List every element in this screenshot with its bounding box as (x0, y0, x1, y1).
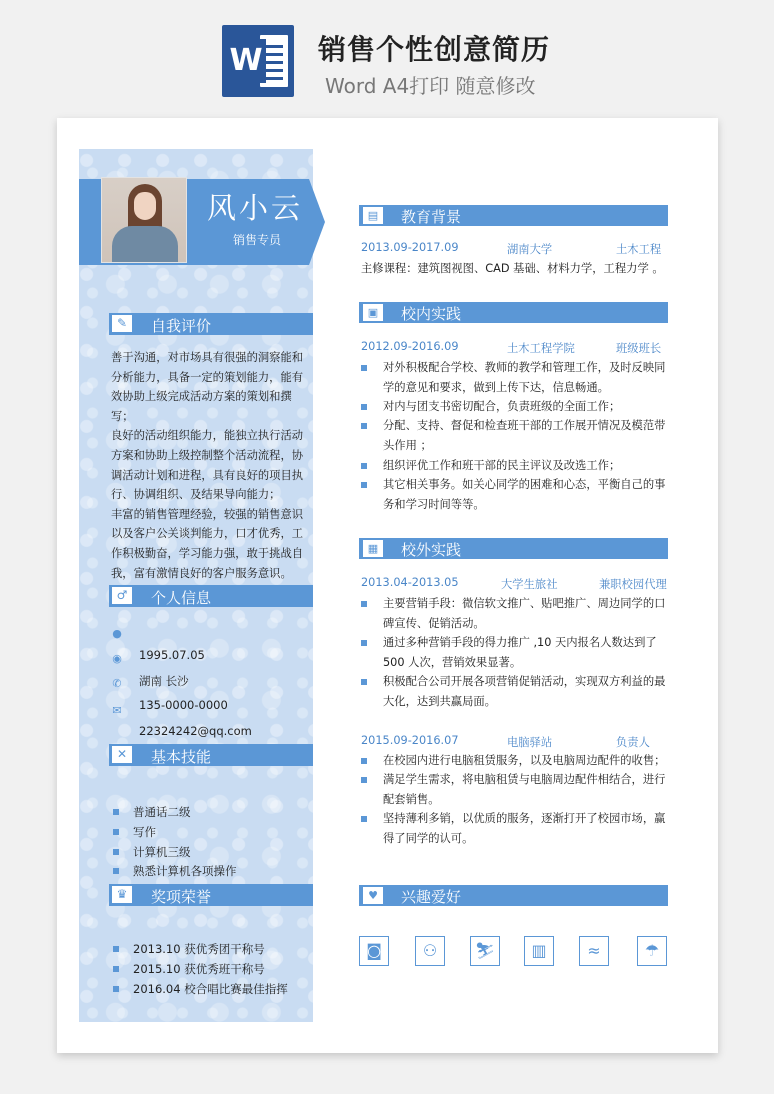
section-title: 校内实践 (401, 305, 462, 323)
profile-name: 风小云 (207, 191, 304, 225)
heart-icon: ♥ (363, 887, 383, 904)
email-address: 22324242@qq.com (139, 724, 252, 738)
section-external-practice (359, 538, 668, 559)
ext2-position: 负责人 (616, 736, 650, 749)
section-personal-info (109, 585, 313, 607)
word-logo-icon (222, 25, 294, 97)
camera-icon: ◙ (359, 936, 389, 966)
book-icon: ▤ (363, 207, 383, 224)
reading-icon: ▥ (524, 936, 554, 966)
ext1-item: 主要营销手段：微信软文推广、贴吧推广、周边同学的口碑宣传、促销活动。 (361, 594, 671, 633)
location-icon: ◉ (112, 652, 122, 665)
person-icon: ● (112, 627, 122, 640)
ext2-period: 2015.09-2016.07 (361, 734, 459, 747)
edu-school: 湖南大学 (507, 243, 553, 256)
section-self-eval (109, 313, 313, 335)
skill-item: 普通话二级 (113, 804, 191, 820)
location-text: 湖南 长沙 (139, 674, 189, 688)
gender-icon: ♂ (112, 587, 132, 604)
resume-paper (57, 118, 718, 1053)
section-title: 自我评价 (151, 317, 212, 335)
campus-item: 对外积极配合学校、教师的教学和管理工作，及时反映同学的意见和要求，做到上传下达，信息畅通。 (361, 358, 671, 397)
ext1-position: 兼职校园代理 (599, 578, 667, 591)
page-header (0, 0, 774, 110)
ext2-item: 满足学生需求，将电脑租赁与电脑周边配件相结合，进行配套销售。 (361, 770, 671, 809)
skill-item: 熟悉计算机各项操作 (113, 863, 237, 879)
ext2-item: 坚持薄利多销，以优质的服务，逐渐打开了校园市场，赢得了同学的认可。 (361, 809, 671, 848)
ext2-org: 电脑驿站 (507, 736, 553, 749)
beach-icon: ☂ (637, 936, 667, 966)
swimming-icon: ≈ (579, 936, 609, 966)
self-eval-paragraph: 良好的活动组织能力，能独立执行活动方案和协助上级控制整个活动流程，协调活动计划和进程，具有良好的项目执行、协调组织、及结果导向能力； (111, 429, 304, 502)
ext1-period: 2013.04-2013.05 (361, 576, 459, 589)
award-item: 2013.10 获优秀团干称号 (113, 941, 265, 957)
grid-icon: ▦ (363, 540, 383, 557)
self-eval-paragraph: 善于沟通，对市场具有很强的洞察能和分析能力，具备一定的策划能力，能有效协助上级完成活动方案的策划和撰写； (111, 351, 304, 423)
campus-org: 土木工程学院 (507, 342, 575, 355)
campus-item: 分配、支持、督促和检查班干部的工作展开情况及模范带头作用 ； (361, 416, 671, 455)
word-logo-letter: W (226, 39, 266, 83)
ext2-item: 在校园内进行电脑租赁服务，以及电脑周边配件的收售； (361, 751, 671, 771)
skill-item: 计算机三级 (113, 844, 191, 860)
self-eval-text (111, 348, 307, 583)
section-awards (109, 884, 313, 906)
briefcase-icon: ▣ (363, 304, 383, 321)
campus-item: 组织评优工作和班干部的民主评议及改选工作； (361, 456, 671, 476)
phone-number: 135-0000-0000 (139, 698, 228, 712)
phone-icon: ✆ (112, 677, 122, 690)
award-item: 2015.10 获优秀班干称号 (113, 961, 265, 977)
section-title: 奖项荣誉 (151, 888, 212, 906)
edit-icon: ✎ (112, 315, 132, 332)
page-title: 销售个性创意简历 (318, 33, 551, 66)
section-title: 基本技能 (151, 748, 212, 766)
profile-role: 销售专员 (233, 233, 282, 247)
trophy-icon: ♛ (112, 886, 132, 903)
edu-major: 土木工程 (616, 243, 662, 256)
campus-item: 其它相关事务。如关心同学的困难和心态，平衡自己的事务和学习时间等等。 (361, 475, 671, 514)
section-skills (109, 744, 313, 766)
section-title: 校外实践 (401, 541, 462, 559)
campus-item: 对内与团支书密切配合，负责班级的全面工作； (361, 397, 671, 417)
campus-period: 2012.09-2016.09 (361, 340, 459, 353)
section-title: 个人信息 (151, 589, 212, 607)
cycling-icon: ⚇ (415, 936, 445, 966)
edu-courses: 主修课程：建筑图视图、CAD 基础、材料力学，工程力学 。 (361, 262, 664, 275)
ext1-item: 积极配合公司开展各项营销促销活动，实现双方利益的最大化，达到共赢局面。 (361, 672, 671, 711)
birth-date: 1995.07.05 (139, 648, 205, 662)
section-education (359, 205, 668, 226)
award-item: 2016.04 校合唱比赛最佳指挥 (113, 981, 288, 997)
skiing-icon: ⛷ (470, 936, 500, 966)
section-title: 教育背景 (401, 208, 462, 226)
mail-icon: ✉ (112, 704, 122, 717)
section-title: 兴趣爱好 (401, 888, 462, 906)
section-campus-practice (359, 302, 668, 323)
skill-item: 写作 (113, 824, 156, 840)
campus-position: 班级班长 (616, 342, 662, 355)
profile-photo (101, 177, 187, 263)
ext1-org: 大学生旅社 (501, 578, 558, 591)
page-subtitle: Word A4打印 随意修改 (325, 74, 536, 98)
banner-arrow (309, 179, 325, 265)
edu-period: 2013.09-2017.09 (361, 241, 459, 254)
self-eval-paragraph: 丰富的销售管理经验，较强的销售意识以及客户公关谈判能力，口才优秀，工作积极勤奋，学习能力强，敢于挑战自我，富有激情良好的客户服务意识。 (111, 507, 304, 580)
tools-icon: ✕ (112, 746, 132, 763)
ext1-item: 通过多种营销手段的得力推广 ,10 天内报名人数达到了 500 人次，营销效果显著。 (361, 633, 671, 672)
section-hobbies (359, 885, 668, 906)
